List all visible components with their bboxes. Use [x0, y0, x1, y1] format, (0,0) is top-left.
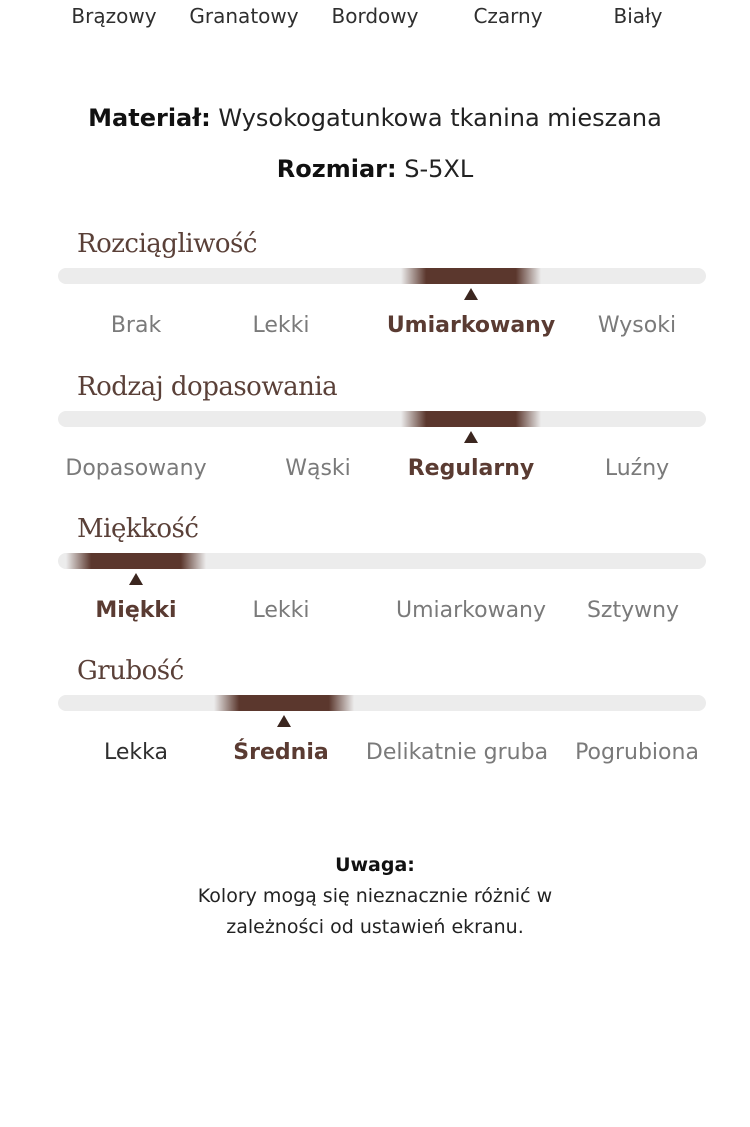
stretch-option-high: Wysoki	[597, 313, 677, 338]
material-value: Wysokogatunkowa tkanina mieszana	[210, 104, 662, 132]
fit-option-fitted: Dopasowany	[65, 456, 207, 481]
thickness-scale-fill	[214, 695, 354, 711]
stretch-option-none: Brak	[110, 313, 162, 338]
color-brown[interactable]: Brązowy	[71, 4, 157, 28]
stretch-option-light: Lekki	[252, 313, 310, 338]
fit-title: Rodzaj dopasowania	[77, 372, 338, 402]
size-spec	[0, 155, 750, 183]
stretch-scale-track	[58, 268, 706, 284]
fit-option-loose: Luźny	[604, 456, 670, 481]
softness-option-stiff: Sztywny	[586, 598, 680, 623]
thickness-marker-icon	[277, 715, 291, 727]
softness-section	[0, 514, 750, 649]
fit-option-slim: Wąski	[285, 456, 351, 481]
softness-option-moderate: Umiarkowany	[395, 598, 547, 623]
fit-marker-icon	[464, 431, 478, 443]
note-line-1: Kolory mogą się nieznacznie różnić w	[197, 885, 553, 907]
material-label: Materiał:	[88, 104, 211, 132]
thickness-option-slightly-thick: Delikatnie gruba	[365, 740, 549, 765]
thickness-option-light: Lekka	[104, 740, 168, 765]
material-spec	[0, 104, 750, 132]
color-disclaimer-note	[0, 850, 750, 943]
softness-scale-fill	[66, 553, 206, 569]
thickness-option-medium: Średnia	[233, 740, 329, 765]
color-options-row	[0, 0, 750, 34]
color-black[interactable]: Czarny	[473, 4, 543, 28]
softness-scale-track	[58, 553, 706, 569]
softness-title: Miękkość	[77, 514, 199, 544]
thickness-scale-track	[58, 695, 706, 711]
softness-option-light: Lekki	[252, 598, 310, 623]
fit-section	[0, 372, 750, 507]
softness-option-soft: Miękki	[95, 598, 177, 623]
color-navy[interactable]: Granatowy	[189, 4, 299, 28]
note-line-2: zależności od ustawień ekranu.	[226, 916, 524, 938]
stretch-title: Rozciągliwość	[77, 229, 257, 259]
stretch-marker-icon	[464, 288, 478, 300]
thickness-title: Grubość	[77, 656, 184, 686]
softness-marker-icon	[129, 573, 143, 585]
thickness-section	[0, 656, 750, 791]
stretch-option-moderate: Umiarkowany	[386, 313, 556, 338]
fit-option-regular: Regularny	[407, 456, 535, 481]
fit-scale-track	[58, 411, 706, 427]
thickness-option-thick: Pogrubiona	[575, 740, 699, 765]
size-label: Rozmiar:	[276, 155, 397, 183]
stretch-scale-fill	[401, 268, 541, 284]
stretch-section	[0, 229, 750, 364]
color-burgundy[interactable]: Bordowy	[331, 4, 419, 28]
color-white[interactable]: Biały	[613, 4, 663, 28]
note-title: Uwaga:	[335, 854, 415, 876]
size-value: S-5XL	[396, 155, 474, 183]
fit-scale-fill	[401, 411, 541, 427]
